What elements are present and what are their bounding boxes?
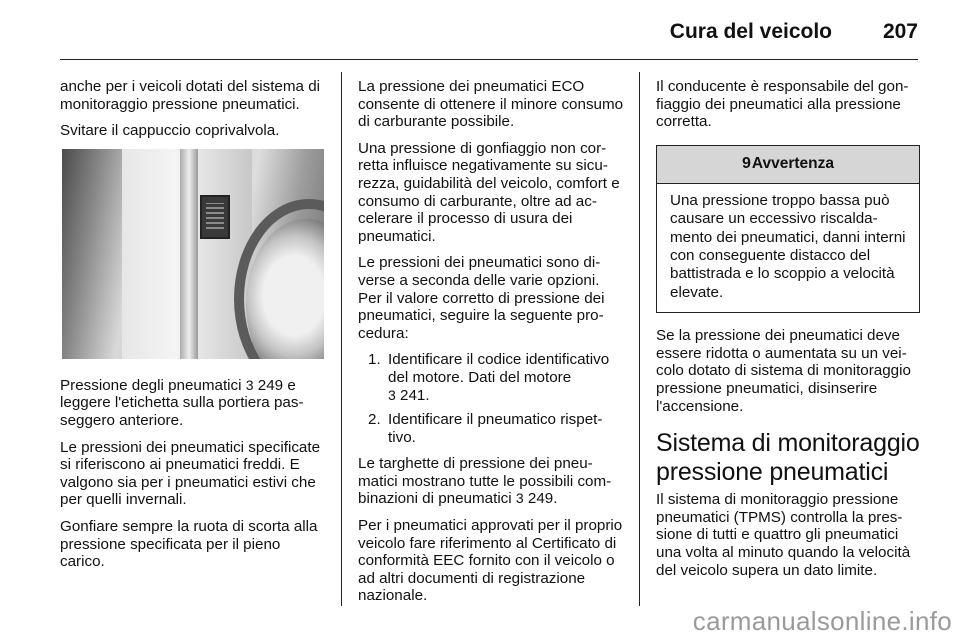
page-ref[interactable]: 249. — [527, 490, 558, 508]
procedure-list — [358, 351, 624, 446]
page-ref-icon[interactable]: 3 — [515, 490, 524, 507]
door-label-photo — [62, 149, 324, 359]
page-ref[interactable]: 249 — [257, 376, 284, 394]
paragraph: Una pressione di gonfiaggio non corretta influisce negativamente su sicurezza, guidabilità del veicolo, comfort e consumo di carburante, oltre ad accelerare il processo di usura dei pneumatici. — [358, 139, 620, 245]
warning-header — [657, 146, 919, 184]
paragraph: Il conducente è responsabile del gonfiaggio dei pneumatici alla pressione corretta. — [656, 78, 909, 131]
page-header — [60, 0, 918, 60]
page-ref[interactable]: 241. — [400, 386, 430, 404]
warning-box — [656, 145, 920, 313]
list-item: 1. Identificare il codice identificativo del motore. Dati del motore 3 241. — [358, 351, 624, 404]
paragraph: Pressione degli pneumatici 3 249 e leggere l'etichetta sulla portiera passeggero anteriore. — [60, 376, 304, 429]
warning-text: Una pressione troppo bassa può causare un eccessivo riscaldamento dei pneumatici, danni interni con conseguente distacco del battistrada e lo scoppio a velocità elevate. — [670, 191, 906, 301]
column-divider-1 — [341, 72, 342, 606]
list-item: 2. Identificare il pneumatico rispettivo. — [358, 411, 624, 446]
paragraph: Le pressioni dei pneumatici sono diverse a seconda delle varie opzioni. Per il valore corretto di pressione dei pneumatici, seguire la seguente procedura: — [358, 254, 605, 342]
paragraph: La pressione dei pneumatici ECO consente di ottenere il minore consumo di carburante possibile. — [358, 78, 624, 131]
paragraph: anche per i veicoli dotati del sistema di monitoraggio pressione pneumatici. — [60, 78, 321, 113]
page-ref-icon[interactable]: 3 — [245, 376, 254, 393]
list-number: 2. — [368, 411, 381, 429]
paragraph: Il sistema di monitoraggio pressione pneumatici (TPMS) controlla la pressione di tutti e quattro gli pneumatici una volta al minuto quando la velocità del veicolo supera un dato limite. — [656, 491, 911, 579]
column-1 — [60, 78, 326, 580]
page-number: 207 — [882, 20, 918, 43]
column-3 — [656, 78, 922, 588]
paragraph: Per i pneumatici approvati per il proprio veicolo fare riferimento al Certificato di conformità EEC fornito con il veicolo o ad altri documenti di registrazione nazionale. — [358, 517, 623, 605]
paragraph: Svitare il cappuccio coprivalvola. — [60, 122, 280, 140]
page-ref-icon[interactable]: 3 — [388, 386, 396, 403]
paragraph: Le targhette di pressione dei pneumatici mostrano tutte le possibili combinazioni di pneumatici 3 249. — [358, 455, 612, 508]
paragraph: Se la pressione dei pneumatici deve essere ridotta o aumentata su un veicolo dotato di sistema di monitoraggio pressione pneumatici, disinserire l'accensione. — [656, 327, 911, 415]
list-number: 1. — [368, 351, 381, 369]
section-header-title: Cura del veicolo — [669, 20, 832, 43]
warning-title: Avvertenza — [751, 155, 835, 173]
section-title: Sistema di monitoraggio pressione pneumatici — [656, 429, 920, 487]
paragraph: Gonfiare sempre la ruota di scorta alla pressione specificata per il pieno carico. — [60, 517, 318, 571]
watermark: carmanualsonline.info — [692, 606, 952, 636]
column-2 — [358, 78, 624, 614]
door-frame — [180, 149, 198, 359]
warning-icon: 9 — [741, 155, 751, 173]
paragraph: Le pressioni dei pneumatici specificate si riferiscono ai pneumatici freddi. E valgono sia per i pneumatici estivi che per quelli invernali. — [60, 438, 321, 509]
tire-pressure-label — [200, 195, 230, 239]
column-divider-2 — [639, 72, 640, 606]
